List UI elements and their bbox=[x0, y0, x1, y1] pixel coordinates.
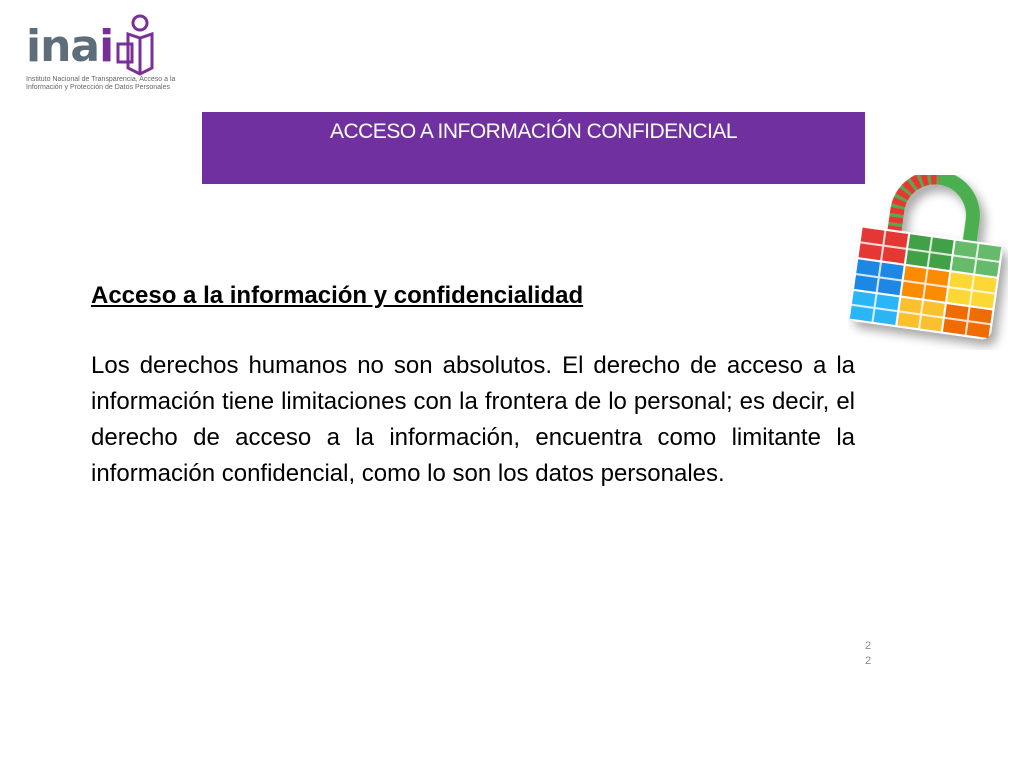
content-paragraph: Los derechos humanos no son absolutos. El derecho de acceso a la información tiene limitaciones con la frontera de lo personal; es decir, el derecho de acceso a la información, encuentra como limitante la información confidencial, como lo son los datos personales. bbox=[91, 352, 855, 487]
logo-subtitle: Instituto Nacional de Transparencia, Acceso a la Información y Protección de Datos Personales bbox=[26, 76, 176, 91]
page-number-line2: 2 bbox=[864, 655, 872, 667]
logo-wordmark-accent: i bbox=[99, 21, 114, 72]
inai-logo bbox=[26, 14, 196, 96]
person-book-icon bbox=[112, 14, 156, 78]
page-number bbox=[864, 639, 872, 669]
padlock-icon bbox=[848, 175, 1008, 350]
logo-wordmark bbox=[26, 22, 113, 72]
logo-wordmark-main: ina bbox=[26, 21, 100, 72]
title-bar bbox=[202, 112, 865, 184]
slide-content bbox=[91, 282, 855, 492]
content-heading: Acceso a la información y confidencialidad bbox=[91, 282, 584, 309]
page-number-line1: 2 bbox=[864, 640, 872, 652]
slide-title: ACCESO A INFORMACIÓN CONFIDENCIAL bbox=[329, 120, 738, 143]
